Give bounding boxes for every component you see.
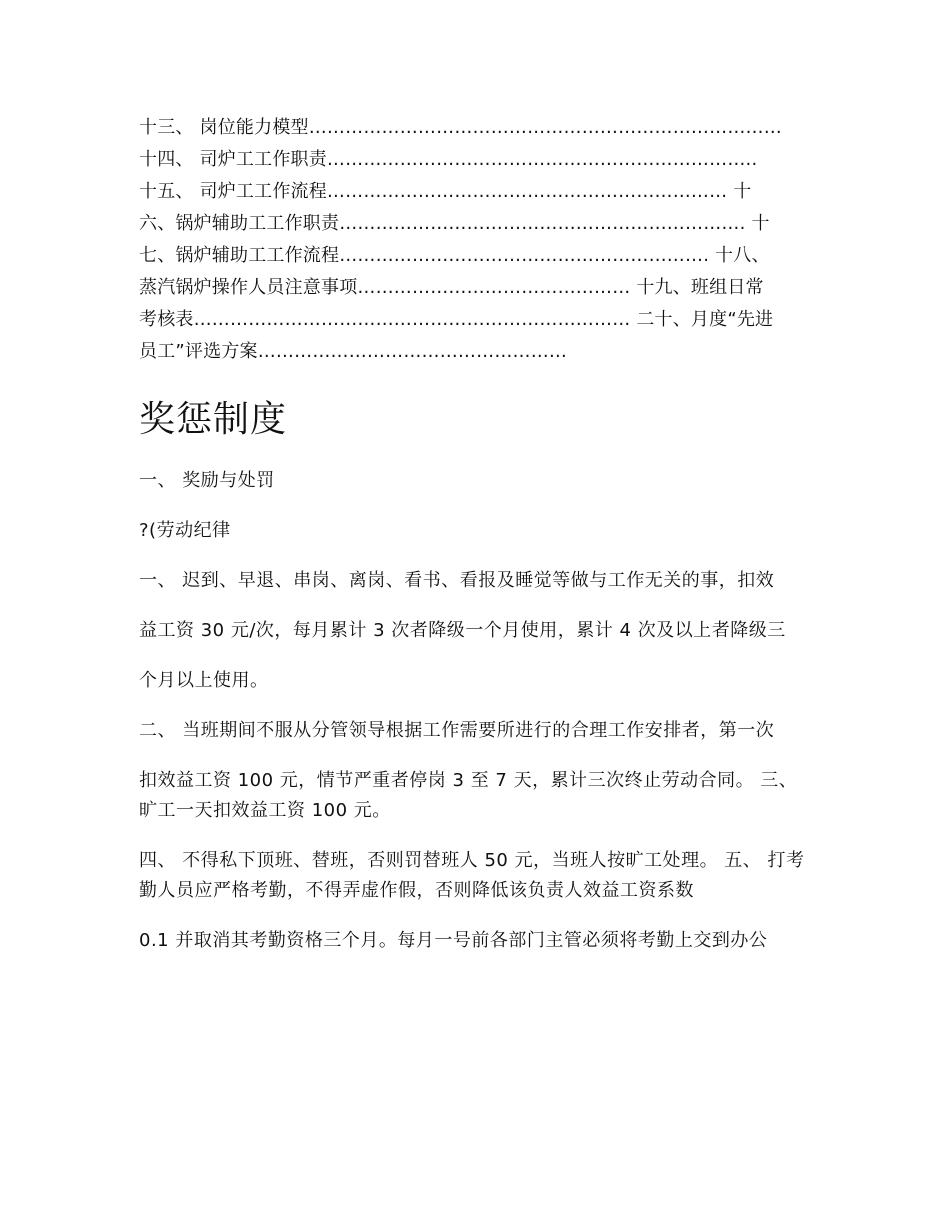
toc-line: 考核表……………………………………………………………… 二十、月度“先进 — [139, 309, 774, 330]
paragraph: 扣效益工资 100 元，情节严重者停岗 3 至 7 天，累计三次终止劳动合同。 三、 旷工一天扣效益工资 100 元。 — [139, 770, 798, 821]
paragraph: 一、 奖励与处罚 — [139, 470, 275, 491]
paragraph: 益工资 30 元/次，每月累计 3 次者降级一个月使用，累计 4 次及以上者降级三 — [139, 620, 786, 641]
toc-line: 六、锅炉辅助工工作职责…………………………………………………………. 十 — [139, 213, 770, 234]
paragraph: 一、 迟到、早退、串岗、离岗、看书、看报及睡觉等做与工作无关的事，扣效 — [139, 570, 775, 591]
paragraph: 四、 不得私下顶班、替班，否则罚替班人 50 元，当班人按旷工处理。 五、 打考勤人员应严格考勤，不得弄虚作假，否则降低该负责人效益工资系数 — [139, 850, 805, 901]
toc-line: 十五、 司炉工工作流程………………………………………………………… 十 — [139, 181, 752, 202]
toc-line: 七、锅炉辅助工工作流程……………………………………………………. 十八、 — [139, 245, 770, 266]
paragraph: 二、 当班期间不服从分管领导根据工作需要所进行的合理工作安排者，第一次 — [139, 720, 775, 741]
toc-line: 十四、 司炉工工作职责…………………………………………………………….. — [139, 149, 758, 170]
section-title: 奖惩制度 — [139, 399, 288, 440]
toc-line: 蒸汽锅炉操作人员注意事项……………………………………… 十九、班组日常 — [139, 277, 764, 298]
paragraph: ?(劳动纪律 — [139, 520, 231, 541]
paragraph: 0.1 并取消其考勤资格三个月。每月一号前各部门主管必须将考勤上交到办公 — [139, 930, 768, 951]
toc-line: 十三、 岗位能力模型…………………………………………………………………… — [139, 117, 782, 138]
paragraph: 个月以上使用。 — [139, 670, 269, 691]
table-of-contents — [139, 112, 819, 368]
toc-line: 员工”评选方案…………………………………………… — [139, 341, 568, 362]
document-page — [139, 112, 819, 976]
